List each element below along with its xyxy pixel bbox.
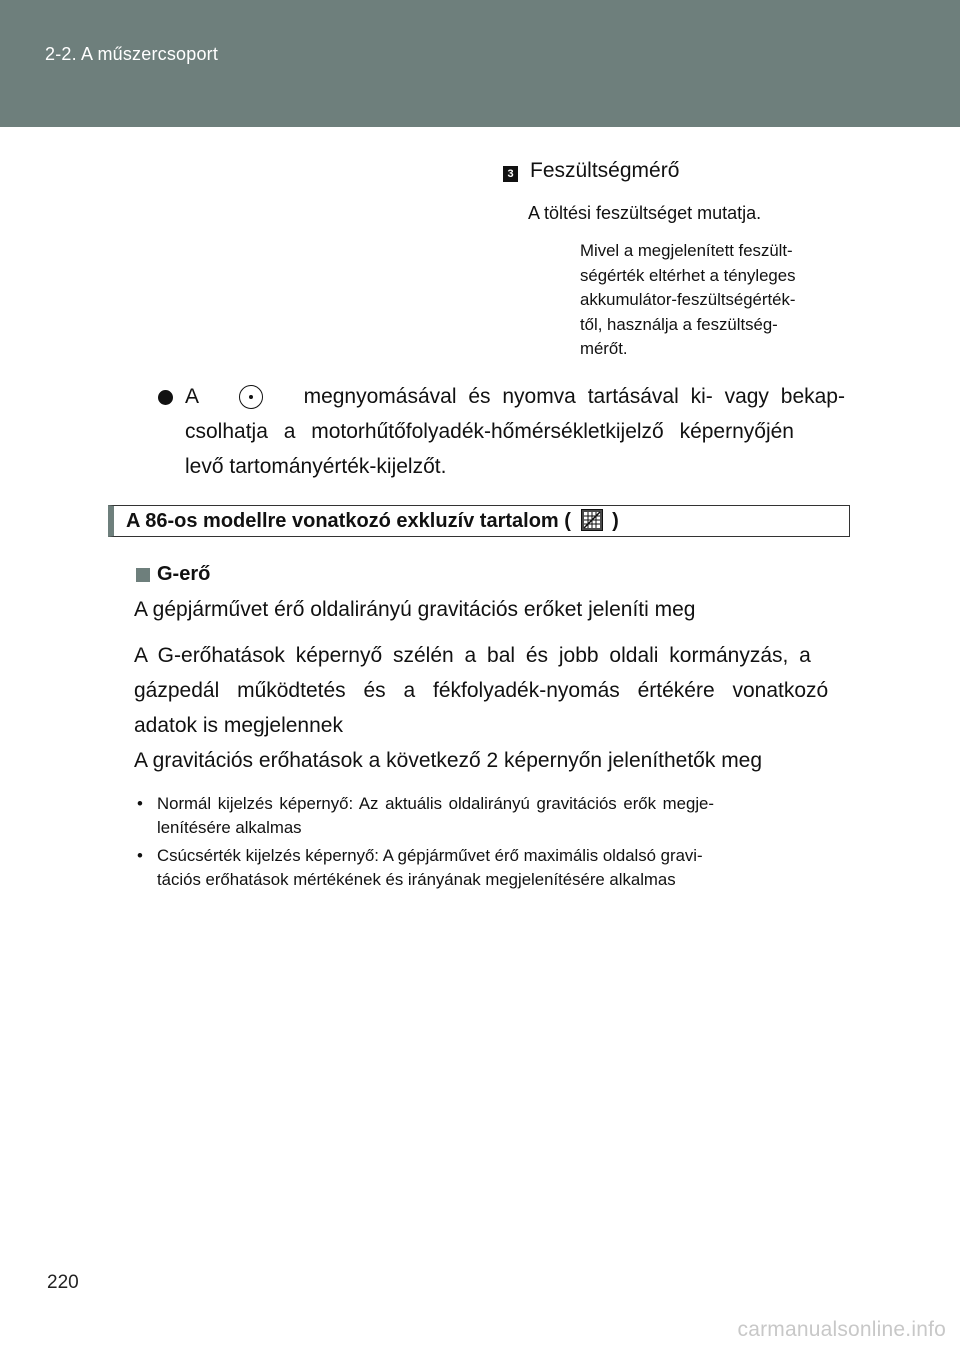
bullet-line-1-start: A bbox=[185, 385, 200, 408]
gforce-para-1 bbox=[134, 592, 846, 627]
gforce-heading: G-erő bbox=[157, 563, 211, 585]
header-bar bbox=[0, 0, 960, 127]
bullet-line-3: levő tartományérték-kijelzőt. bbox=[185, 455, 447, 478]
bullet-line-1 bbox=[185, 379, 845, 414]
note-line: Mivel a megjelenített feszült- bbox=[580, 241, 793, 260]
note-line: akkumulátor-feszültségérték- bbox=[580, 290, 796, 309]
gforce-para-2-line: gázpedál működtetés és a fékfolyadék-nyomás értékére vonatkozó bbox=[134, 679, 829, 702]
gforce-para-3-text: A gravitációs erőhatások a következő 2 képernyőn jeleníthetők meg bbox=[134, 749, 763, 772]
watermark: carmanualsonline.info bbox=[737, 1318, 946, 1341]
bullet-paragraph bbox=[185, 379, 845, 484]
voltmeter-description: A töltési feszültséget mutatja. bbox=[528, 203, 762, 223]
voltmeter-title: Feszültségmérő bbox=[530, 159, 680, 182]
list-item-line: tációs erőhatások mértékének és irányának megjelenítésére alkalmas bbox=[157, 870, 676, 889]
section-title-text: A 86-os modellre vonatkozó exkluzív tartalom ( bbox=[126, 510, 571, 532]
note-line: mérőt. bbox=[580, 339, 628, 358]
header-title: 2-2. A műszercsoport bbox=[45, 44, 219, 64]
section-title bbox=[126, 509, 619, 533]
section-header-box bbox=[108, 505, 850, 537]
gforce-para-2-line: A G-erőhatások képernyő szélén a bal és jobb oldali kormányzás, a bbox=[134, 644, 811, 667]
gforce-para-2 bbox=[134, 638, 846, 743]
note-line: ségérték eltérhet a tényleges bbox=[580, 265, 796, 285]
note-line: től, használja a feszültség- bbox=[580, 314, 778, 334]
circle-dot-button-icon bbox=[239, 385, 263, 409]
list-item-line: lenítésére alkalmas bbox=[157, 818, 302, 837]
item-number-badge: 3 bbox=[503, 166, 518, 182]
page-number: 220 bbox=[47, 1272, 79, 1293]
voltmeter-note bbox=[580, 239, 846, 362]
bullet-line-1-rest: megnyomásával és nyomva tartásával ki- vagy bekap- bbox=[303, 385, 845, 408]
square-bullet-icon bbox=[136, 568, 150, 582]
display-modes-list bbox=[137, 792, 849, 896]
list-item bbox=[137, 792, 849, 840]
list-item-line: Normál kijelzés képernyő: Az aktuális oldalirányú gravitációs erők megje- bbox=[157, 794, 714, 813]
model-86-icon bbox=[581, 509, 603, 531]
bullet-disc-icon bbox=[158, 390, 173, 405]
section-title-close: ) bbox=[612, 510, 619, 532]
bullet-line-2: csolhatja a motorhűtőfolyadék-hőmérsékletkijelző képernyőjén bbox=[185, 420, 794, 443]
list-item bbox=[137, 844, 849, 892]
gforce-para-3 bbox=[134, 743, 846, 778]
gforce-para-1-text: A gépjárművet érő oldalirányú gravitációs erőket jeleníti meg bbox=[134, 598, 696, 621]
list-bullet-icon: • bbox=[137, 846, 143, 865]
list-bullet-icon: • bbox=[137, 794, 143, 813]
list-item-line: Csúcsérték kijelzés képernyő: A gépjárművet érő maximális oldalsó gravi- bbox=[157, 846, 703, 865]
gforce-para-2-line: adatok is megjelennek bbox=[134, 714, 343, 737]
